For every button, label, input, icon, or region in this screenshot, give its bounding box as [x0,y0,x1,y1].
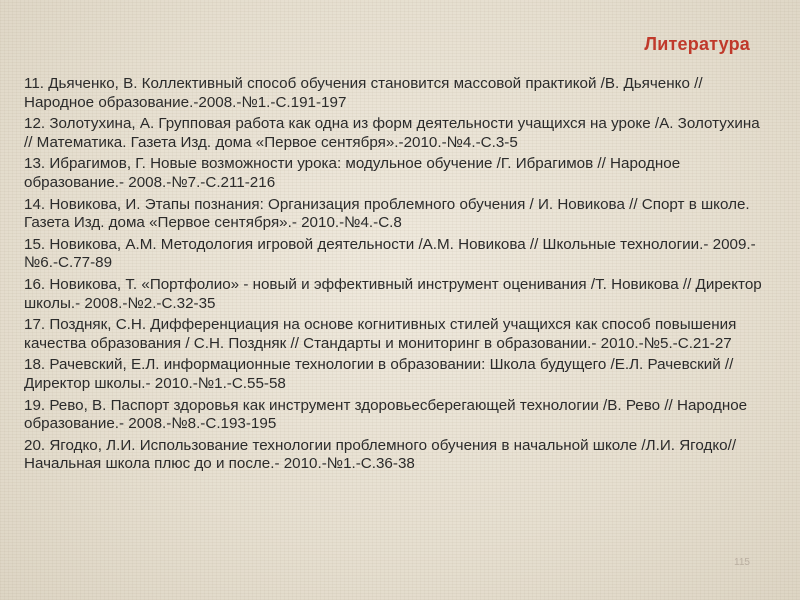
reference-item: 17. Поздняк, С.Н. Дифференциация на основе когнитивных стилей учащихся как способ повышения качества образования / С.Н. Поздняк // Стандарты и мониторинг в образовании.- 2010.-№5.-С.21-27 [24,316,737,352]
reference-item: 12. Золотухина, А. Групповая работа как одна из форм деятельности учащихся на уроке /А. Золотухина // Математика. Газета Изд. дома «Первое сентября».-2010.-№4.-С.3-5 [24,115,760,151]
reference-item: 19. Рево, В. Паспорт здоровья как инструмент здоровьесберегающей технологии /В. Рево // Народное образование.- 2008.-№8.-С.193-195 [24,396,748,433]
reference-item: 14. Новикова, И. Этапы познания: Организация проблемного обучения / И. Новикова // Спорт в школе. Газета Изд. дома «Первое сентября».- 2010.-№4.-С.8 [24,195,750,232]
page-number: 115 [734,557,750,568]
reference-item: 20. Ягодко, Л.И. Использование технологии проблемного обучения в начальной школе /Л.И. Ягодко// Начальная школа плюс до и после.- 2010.-№1.-С.36-38 [24,436,737,473]
reference-list [24,75,764,477]
reference-item: 18. Рачевский, Е.Л. информационные технологии в образовании: Школа будущего /Е.Л. Рачевский // Директор школы.- 2010.-№1.-С.55-58 [24,356,734,392]
reference-item: 16. Новикова, Т. «Портфолио» - новый и эффективный инструмент оценивания /Т. Новикова // Директор школы.- 2008.-№2.-С.32-35 [24,275,762,312]
slide-title: Литература [644,34,750,54]
reference-item: 13. Ибрагимов, Г. Новые возможности урока: модульное обучение /Г. Ибрагимов // Народное образование.- 2008.-№7.-С.211-216 [24,155,681,191]
reference-item: 15. Новикова, А.М. Методология игровой деятельности /А.М. Новикова // Школьные технологии.- 2009.-№6.-С.77-89 [24,235,756,272]
reference-item: 11. Дьяченко, В. Коллективный способ обучения становится массовой практикой /В. Дьяченко // Народное образование.-2008.-№1.-С.191-197 [24,75,703,111]
